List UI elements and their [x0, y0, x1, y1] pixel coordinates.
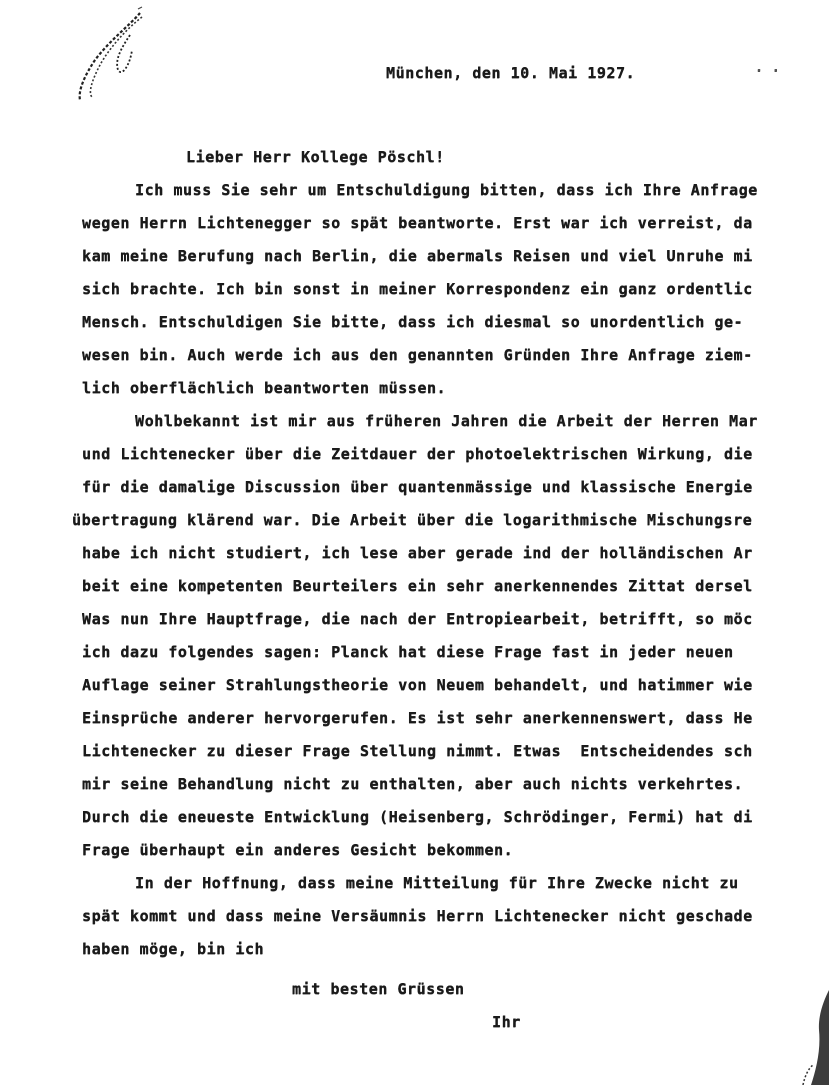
body-line: wegen Herrn Lichtenegger so spät beantworte. Erst war ich verreist, da: [82, 214, 753, 232]
body-line: für die damalige Discussion über quantenmässige und klassische Energie: [82, 478, 753, 496]
body-line: beit eine kompetenten Beurteilers ein sehr anerkennendes Zittat dersel: [82, 577, 753, 595]
body-line: Durch die eneueste Entwicklung (Heisenberg, Schrödinger, Fermi) hat di: [82, 808, 753, 826]
body-line: wesen bin. Auch werde ich aus den genannten Gründen Ihre Anfrage ziem-: [82, 346, 753, 364]
body-line: und Lichtenecker über die Zeitdauer der photoelektrischen Wirkung, die: [82, 445, 753, 463]
body-line: Was nun Ihre Hauptfrage, die nach der Entropiearbeit, betrifft, so möc: [82, 610, 753, 628]
body-line: Mensch. Entschuldigen Sie bitte, dass ich diesmal so unordentlich ge-: [82, 313, 744, 331]
body-line: lich oberflächlich beantworten müssen.: [82, 379, 447, 397]
body-line: habe ich nicht studiert, ich lese aber gerade ind der holländischen Ar: [82, 544, 753, 562]
pen-stroke-mark: [70, 5, 150, 105]
body-line: haben möge, bin ich: [82, 940, 265, 958]
body-line: kam meine Berufung nach Berlin, die abermals Reisen und viel Unruhe mi: [82, 247, 753, 265]
body-line: In der Hoffnung, dass meine Mitteilung für Ihre Zwecke nicht zu: [135, 874, 739, 892]
letter-salutation: Lieber Herr Kollege Pöschl!: [186, 148, 445, 166]
letter-closing-word: Ihr: [492, 1013, 521, 1031]
body-line: Frage überhaupt ein anderes Gesicht bekommen.: [82, 841, 514, 859]
corner-mark: · ·: [755, 64, 781, 79]
body-line: spät kommt und dass meine Versäumnis Herrn Lichtenecker nicht geschade: [82, 907, 753, 925]
scan-edge-smudge: [791, 990, 831, 1085]
body-line: Auflage seiner Strahlungstheorie von Neuem behandelt, und hatimmer wie: [82, 676, 753, 694]
body-line: Wohlbekannt ist mir aus früheren Jahren die Arbeit der Herren Mar: [135, 412, 758, 430]
body-line: ich dazu folgendes sagen: Planck hat diese Frage fast in jeder neuen: [82, 643, 734, 661]
letter-dateline: München, den 10. Mai 1927.: [386, 64, 636, 82]
letter-closing: mit besten Grüssen: [292, 980, 465, 998]
body-line: Ich muss Sie sehr um Entschuldigung bitten, dass ich Ihre Anfrage: [135, 181, 758, 199]
body-line: mir seine Behandlung nicht zu enthalten, aber auch nichts verkehrtes.: [82, 775, 744, 793]
body-line: Einsprüche anderer hervorgerufen. Es ist sehr anerkennenswert, dass He: [82, 709, 753, 727]
body-line: sich brachte. Ich bin sonst in meiner Korrespondenz ein ganz ordentlic: [82, 280, 753, 298]
body-line: Lichtenecker zu dieser Frage Stellung nimmt. Etwas Entscheidendes sch: [82, 742, 753, 760]
body-line: übertragung klärend war. Die Arbeit über die logarithmische Mischungsre: [72, 511, 753, 529]
